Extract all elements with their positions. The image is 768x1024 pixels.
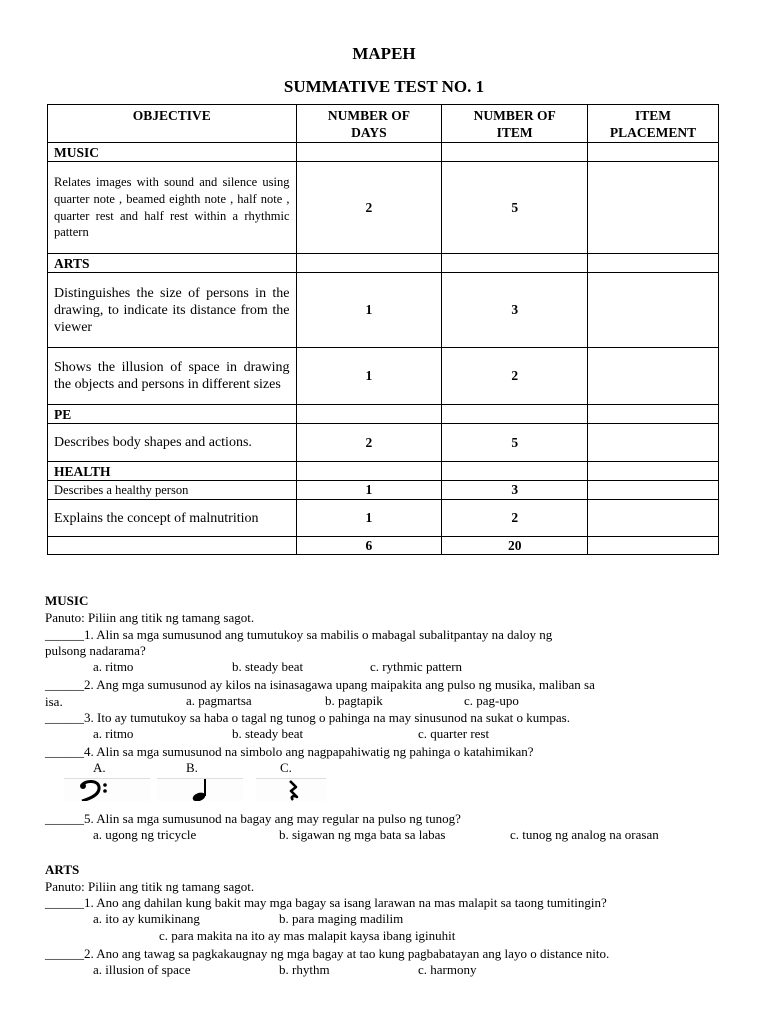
section-label: ARTS [48,254,297,273]
placement-cell [588,500,719,537]
section-row [48,254,719,273]
items-cell: 3 [442,481,588,500]
section-row [48,462,719,481]
music-q5-option-a: a. ugong ng tricycle [93,827,197,842]
music-q1-option-b: b. steady beat [232,659,304,674]
music-q3-option-c: c. quarter rest [418,726,490,741]
music-q5-option-b: b. sigawan ng mga bata sa labas [279,827,446,842]
subject-title: MAPEH [352,44,416,63]
music-q4-option-a: A. [93,760,106,775]
col-number-of-item: NUMBER OF ITEM [442,105,588,143]
placement-cell [588,162,719,254]
items-cell: 2 [442,348,588,405]
arts-directions: Panuto: Piliin ang titik ng tamang sagot. [45,879,255,894]
objective-cell: Describes a healthy person [48,481,297,500]
music-q5: ______5. Alin sa mga sumusunod na bagay ang may regular na pulso ng tunog? [45,811,461,826]
placement-cell [588,348,719,405]
music-heading: MUSIC [45,593,89,608]
objective-cell: Explains the concept of malnutrition [48,500,297,537]
quarter-rest-icon [256,779,326,801]
symbol-a-image [64,778,150,801]
table-row [48,481,719,500]
items-cell: 5 [442,424,588,462]
totals-row [48,537,719,555]
arts-q1-option-b: b. para maging madilim [279,911,404,926]
music-directions: Panuto: Piliin ang titik ng tamang sagot. [45,610,255,625]
music-q3: ______3. Ito ay tumutukoy sa haba o tagal ng tunog o pahinga na may sinusunod na sukat o kumpas. [45,710,570,725]
symbol-b-image [157,778,243,801]
music-q4-option-c: C. [280,760,292,775]
section-label: PE [48,405,297,424]
music-q1-cont: pulsong nadarama? [45,643,146,658]
music-q4: ______4. Alin sa mga sumusunod na simbolo ang nagpapahiwatig ng pahinga o katahimikan? [45,744,534,759]
items-cell: 5 [442,162,588,254]
arts-q1: ______1. Ano ang dahilan kung bakit may mga bagay sa isang larawan na mas malapit sa taong tumitingin? [45,895,607,910]
days-cell: 1 [296,273,442,348]
section-row [48,143,719,162]
table-row [48,348,719,405]
col-number-of-days: NUMBER OF DAYS [296,105,442,143]
table-of-specification [47,104,719,555]
days-cell: 1 [296,348,442,405]
table-row [48,500,719,537]
arts-q2-option-a: a. illusion of space [93,962,191,977]
music-q1: ______1. Alin sa mga sumusunod ang tumutukoy sa mabilis o mabagal subalitpantay na daloy ng [45,627,553,642]
placement-cell [588,273,719,348]
table-header-row [48,105,719,143]
music-q2-cont: isa. [45,694,63,709]
table-row [48,273,719,348]
music-q1-option-c: c. rythmic pattern [370,659,463,674]
music-q2: ______2. Ang mga sumusunod ay kilos na isinasagawa upang maipakita ang pulso ng musika, maliban sa [45,677,595,692]
col-objective: OBJECTIVE [48,105,297,143]
music-q2-option-b: b. pagtapik [325,693,383,708]
section-row [48,405,719,424]
table-row [48,162,719,254]
section-label: MUSIC [48,143,297,162]
objective-cell: Shows the illusion of space in drawing the objects and persons in different sizes [48,348,297,405]
table-row [48,424,719,462]
music-q4-option-b: B. [186,760,198,775]
days-cell: 1 [296,481,442,500]
total-days: 6 [296,537,442,555]
music-q3-option-b: b. steady beat [232,726,304,741]
days-cell: 1 [296,500,442,537]
placement-cell [588,424,719,462]
music-q3-option-a: a. ritmo [93,726,134,741]
col-item-placement: ITEM PLACEMENT [588,105,719,143]
bass-clef-icon [64,779,150,801]
objective-cell: Describes body shapes and actions. [48,424,297,462]
objective-cell: Relates images with sound and silence using quarter note , beamed eighth note , half note , quarter rest and half rest within a rhythmic pattern [48,162,297,254]
objective-cell: Distinguishes the size of persons in the drawing, to indicate its distance from the viewer [48,273,297,348]
music-q2-option-a: a. pagmartsa [186,693,252,708]
arts-q2-option-c: c. harmony [418,962,477,977]
quarter-note-icon [157,779,243,801]
symbol-c-image [256,778,326,801]
arts-q1-option-a: a. ito ay kumikinang [93,911,200,926]
arts-q2-option-b: b. rhythm [279,962,330,977]
placement-cell [588,481,719,500]
section-label: HEALTH [48,462,297,481]
arts-q2: ______2. Ano ang tawag sa pagkakaugnay ng mga bagay at tao kung pagbabatayan ang layo o distance nito. [45,946,610,961]
days-cell: 2 [296,424,442,462]
total-items: 20 [442,537,588,555]
items-cell: 2 [442,500,588,537]
music-q2-option-c: c. pag-upo [464,693,519,708]
arts-heading: ARTS [45,862,80,877]
arts-q1-option-c: c. para makita na ito ay mas malapit kaysa ibang iginuhit [159,928,456,943]
items-cell: 3 [442,273,588,348]
test-title: SUMMATIVE TEST NO. 1 [283,77,485,96]
music-q1-option-a: a. ritmo [93,659,134,674]
days-cell: 2 [296,162,442,254]
music-q5-option-c: c. tunog ng analog na orasan [510,827,659,842]
